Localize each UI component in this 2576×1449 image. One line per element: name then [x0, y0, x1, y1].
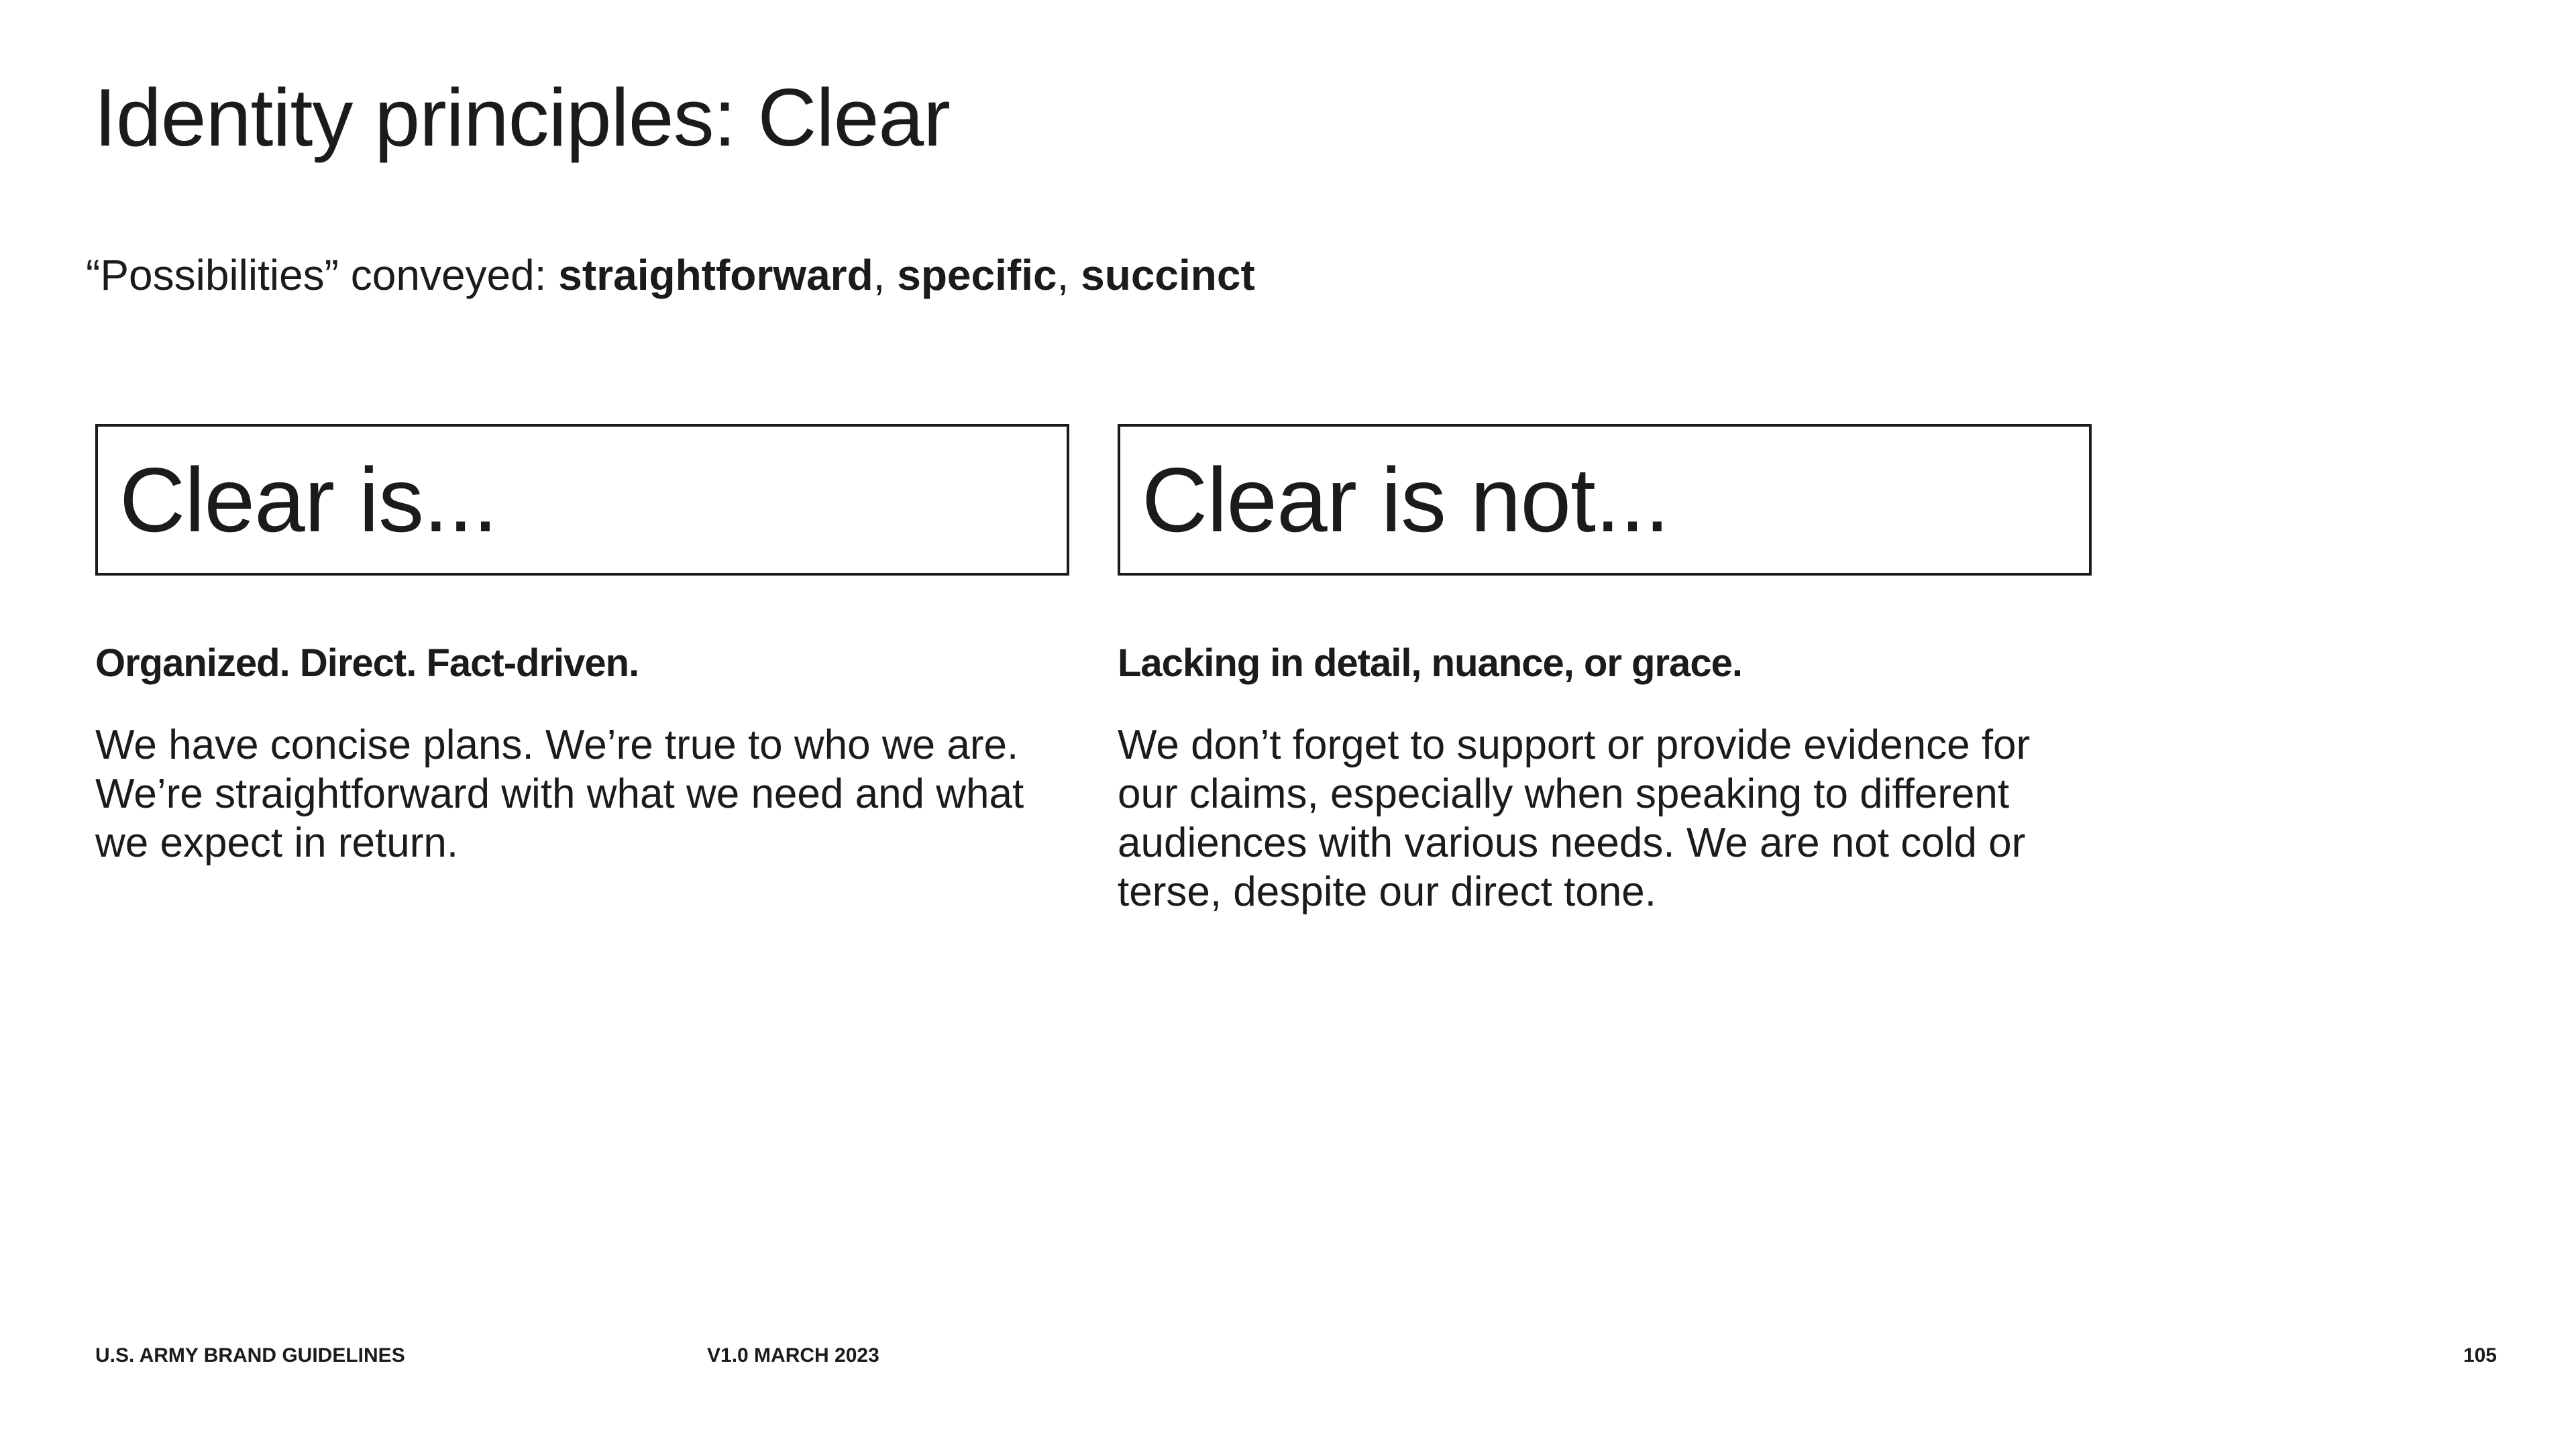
subtitle-term-specific: specific — [897, 251, 1057, 299]
clear-is-not-heading: Clear is not... — [1142, 449, 1670, 551]
clear-is-box — [95, 424, 1069, 576]
subtitle-term-succinct: succinct — [1081, 251, 1255, 299]
footer-page-number: 105 — [2463, 1344, 2497, 1366]
footer-publication: U.S. ARMY BRAND GUIDELINES — [95, 1344, 405, 1366]
clear-is-not-lead: Lacking in detail, nuance, or grace. — [1118, 641, 1742, 685]
clear-is-not-box — [1118, 424, 2092, 576]
clear-is-heading: Clear is... — [119, 449, 498, 551]
footer-version: V1.0 MARCH 2023 — [707, 1344, 879, 1366]
page-title: Identity principles: Clear — [94, 72, 950, 163]
clear-is-not-body: We don’t forget to support or provide evidence for our claims, especially when speaking to different audiences with various needs. We are not cold or terse, despite our direct tone. — [1118, 722, 2031, 915]
subtitle-prefix: “Possibilities” conveyed: — [86, 251, 559, 299]
clear-is-lead: Organized. Direct. Fact-driven. — [95, 641, 639, 685]
subtitle-separator: , — [1057, 251, 1081, 299]
clear-is-column — [95, 424, 1069, 866]
clear-is-body: We have concise plans. We’re true to who we are. We’re straightforward with what we need and what we expect in return. — [95, 722, 1024, 866]
subtitle — [86, 250, 1255, 301]
subtitle-term-straightforward: straightforward — [558, 251, 873, 299]
subtitle-separator: , — [873, 251, 898, 299]
clear-is-not-column — [1118, 424, 2092, 915]
